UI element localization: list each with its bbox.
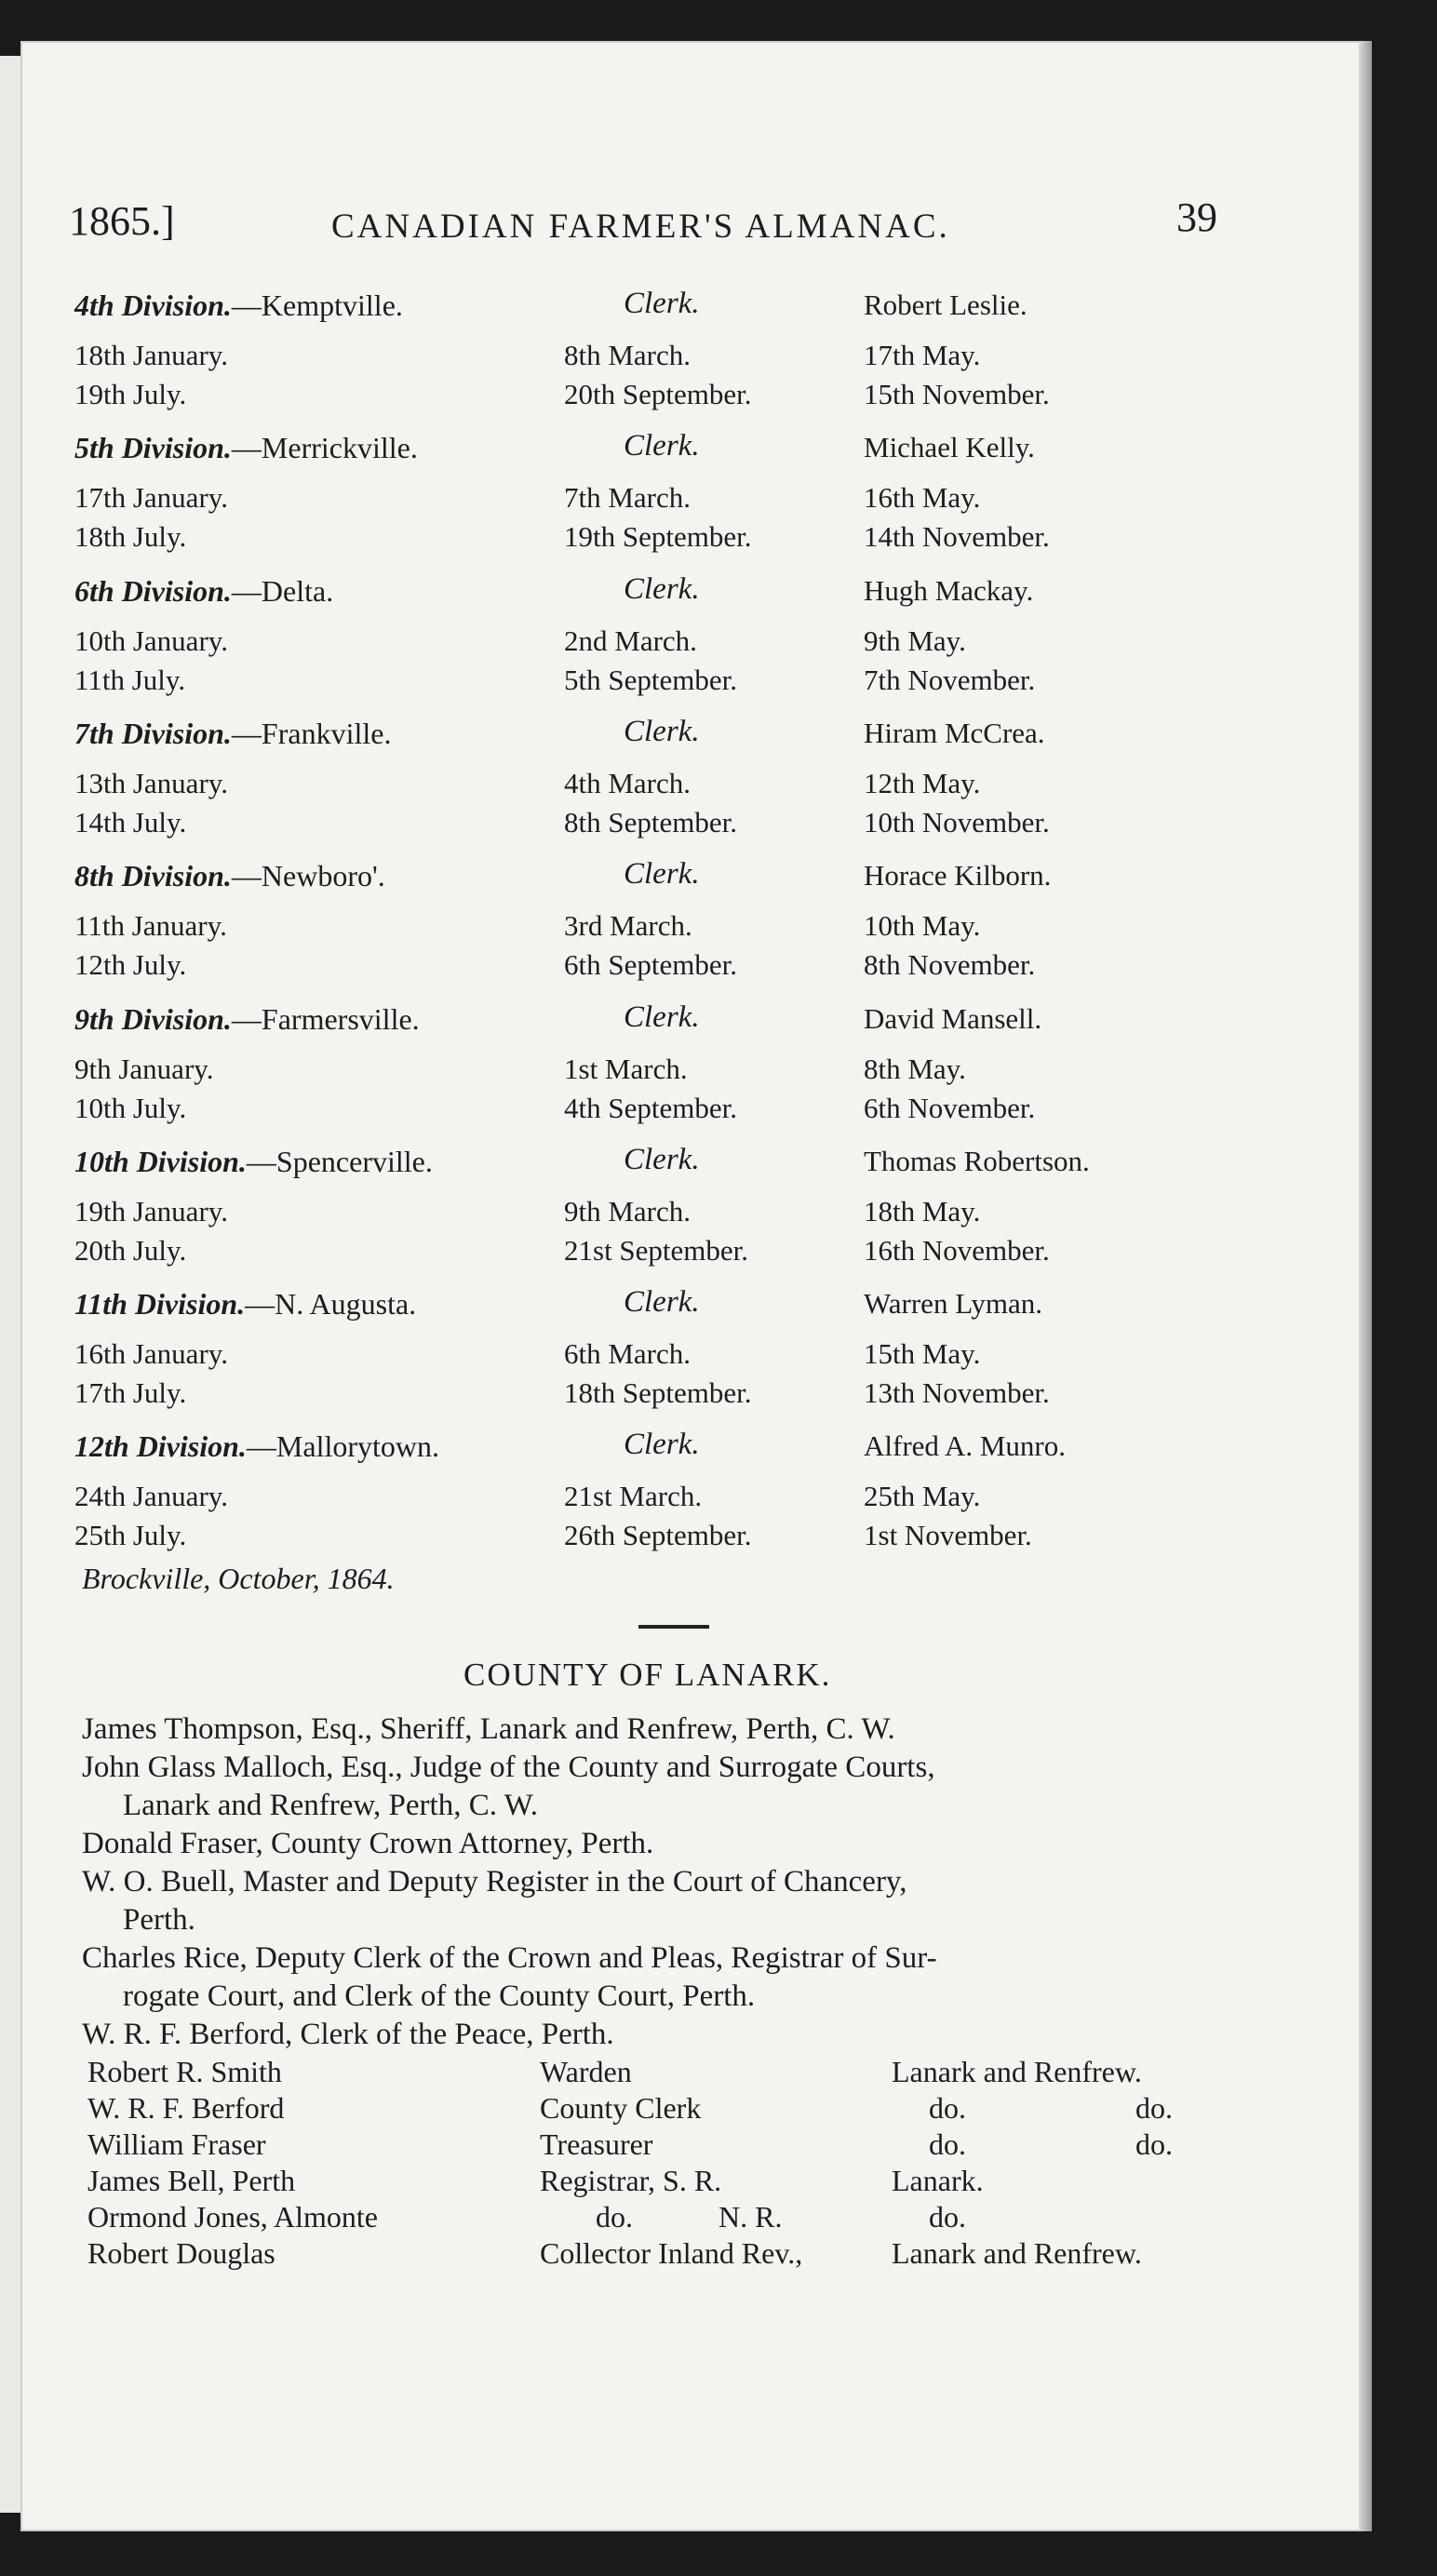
officer-office-detail: N. R. xyxy=(718,2200,783,2234)
court-date-second: 6th March. xyxy=(564,1337,692,1370)
court-date-first: 17th January. xyxy=(74,481,229,514)
officer-office: do. xyxy=(596,2200,633,2234)
court-date-third: 15th November. xyxy=(864,378,1050,410)
court-date-second: 18th September. xyxy=(564,1376,752,1409)
court-date-third: 10th November. xyxy=(864,806,1050,839)
officer-office: Collector Inland Rev., xyxy=(540,2236,803,2270)
court-date-second: 19th September. xyxy=(564,520,752,553)
court-date-first: 12th July. xyxy=(74,948,187,981)
officer-name: Robert R. Smith xyxy=(87,2055,282,2088)
officer-place-second: do. xyxy=(1135,2091,1173,2125)
page-edge-shadow xyxy=(1359,41,1372,2531)
officer-name: James Bell, Perth xyxy=(87,2164,296,2197)
court-date-second: 4th September. xyxy=(564,1092,737,1124)
court-date-first: 11th July. xyxy=(74,664,186,696)
clerk-label: Clerk. xyxy=(624,1143,700,1176)
court-date-third: 9th May. xyxy=(864,624,966,657)
header-title: CANADIAN FARMER'S ALMANAC. xyxy=(331,208,950,246)
court-date-first: 19th July. xyxy=(74,378,187,410)
division-place: —Merrickville. xyxy=(231,431,418,464)
division-heading xyxy=(74,1002,420,1037)
officer-name: William Fraser xyxy=(87,2127,266,2161)
officer-name: Ormond Jones, Almonte xyxy=(87,2200,378,2234)
clerk-name: Horace Kilborn. xyxy=(864,859,1052,892)
clerk-label: Clerk. xyxy=(624,287,700,320)
court-date-third: 13th November. xyxy=(864,1376,1050,1409)
officer-place: Lanark and Renfrew. xyxy=(892,2055,1142,2088)
court-date-second: 21st March. xyxy=(564,1480,703,1512)
division-label: 4th Division. xyxy=(74,288,232,322)
court-date-third: 18th May. xyxy=(864,1195,981,1228)
court-date-third: 25th May. xyxy=(864,1480,981,1512)
court-date-second: 3rd March. xyxy=(564,909,692,942)
court-date-third: 8th May. xyxy=(864,1053,966,1085)
officer-name: Robert Douglas xyxy=(87,2236,275,2270)
court-date-second: 5th September. xyxy=(564,664,737,696)
court-date-first: 13th January. xyxy=(74,767,229,799)
division-heading xyxy=(74,1287,416,1322)
official-line: Lanark and Renfrew, Perth, C. W. xyxy=(123,1789,538,1822)
division-place: —Delta. xyxy=(231,574,334,608)
clerk-label: Clerk. xyxy=(624,1428,700,1461)
court-date-second: 9th March. xyxy=(564,1195,692,1228)
court-date-third: 16th November. xyxy=(864,1234,1050,1267)
court-date-first: 18th January. xyxy=(74,339,229,371)
division-place: —Newboro'. xyxy=(231,859,385,892)
officer-place: do. xyxy=(929,2200,966,2234)
court-date-first: 20th July. xyxy=(74,1234,187,1267)
clerk-name: Hiram McCrea. xyxy=(864,717,1045,749)
court-date-second: 7th March. xyxy=(564,481,692,514)
clerk-label: Clerk. xyxy=(624,1285,700,1319)
official-line: James Thompson, Esq., Sheriff, Lanark and Renfrew, Perth, C. W. xyxy=(82,1712,895,1746)
officer-office: Warden xyxy=(540,2055,632,2088)
division-place: —Kemptville. xyxy=(231,288,403,322)
court-date-first: 24th January. xyxy=(74,1480,229,1512)
court-date-third: 10th May. xyxy=(864,909,981,942)
division-label: 7th Division. xyxy=(74,717,232,750)
division-place: —Frankville. xyxy=(231,717,392,750)
officer-place: Lanark. xyxy=(892,2164,984,2197)
court-date-second: 6th September. xyxy=(564,948,737,981)
county-title: COUNTY OF LANARK. xyxy=(463,1657,832,1693)
division-place: —Spencerville. xyxy=(246,1145,433,1178)
officer-place-second: do. xyxy=(1135,2127,1173,2161)
court-date-third: 14th November. xyxy=(864,520,1050,553)
division-heading xyxy=(74,288,403,323)
division-label: 9th Division. xyxy=(74,1002,232,1036)
dateline: Brockville, October, 1864. xyxy=(82,1562,395,1595)
official-line: Donald Fraser, County Crown Attorney, Perth. xyxy=(82,1827,654,1860)
division-place: —Mallorytown. xyxy=(246,1429,440,1463)
court-date-third: 1st November. xyxy=(864,1519,1032,1551)
clerk-name: Robert Leslie. xyxy=(864,288,1027,321)
officer-place: Lanark and Renfrew. xyxy=(892,2236,1142,2270)
division-heading xyxy=(74,431,418,465)
court-date-third: 8th November. xyxy=(864,948,1036,981)
court-date-second: 1st March. xyxy=(564,1053,688,1085)
division-label: 10th Division. xyxy=(74,1145,247,1178)
clerk-label: Clerk. xyxy=(624,857,700,891)
clerk-name: Hugh Mackay. xyxy=(864,574,1034,607)
clerk-name: David Mansell. xyxy=(864,1002,1042,1035)
division-label: 11th Division. xyxy=(74,1287,246,1321)
court-date-third: 15th May. xyxy=(864,1337,981,1370)
official-line: John Glass Malloch, Esq., Judge of the County and Surrogate Courts, xyxy=(82,1751,935,1784)
court-date-second: 21st September. xyxy=(564,1234,749,1267)
officer-place: do. xyxy=(929,2091,966,2125)
court-date-first: 16th January. xyxy=(74,1337,229,1370)
court-date-second: 8th March. xyxy=(564,339,692,371)
official-line: W. O. Buell, Master and Deputy Register in the Court of Chancery, xyxy=(82,1865,907,1898)
officer-name: W. R. F. Berford xyxy=(87,2091,285,2125)
official-line: W. R. F. Berford, Clerk of the Peace, Perth. xyxy=(82,2018,614,2051)
clerk-label: Clerk. xyxy=(624,429,700,463)
court-date-second: 4th March. xyxy=(564,767,692,799)
official-line: Charles Rice, Deputy Clerk of the Crown and Pleas, Registrar of Sur- xyxy=(82,1941,937,1975)
court-date-first: 19th January. xyxy=(74,1195,229,1228)
court-date-second: 2nd March. xyxy=(564,624,697,657)
court-date-first: 9th January. xyxy=(74,1053,214,1085)
clerk-name: Michael Kelly. xyxy=(864,431,1035,463)
court-date-first: 10th January. xyxy=(74,624,229,657)
division-label: 8th Division. xyxy=(74,859,232,892)
division-place: —Farmersville. xyxy=(231,1002,420,1036)
court-date-first: 10th July. xyxy=(74,1092,187,1124)
court-date-first: 18th July. xyxy=(74,520,187,553)
division-heading xyxy=(74,1429,439,1464)
clerk-name: Thomas Robertson. xyxy=(864,1145,1090,1177)
officer-place: do. xyxy=(929,2127,966,2161)
clerk-name: Alfred A. Munro. xyxy=(864,1429,1066,1462)
officer-office: Registrar, S. R. xyxy=(540,2164,722,2197)
court-date-first: 11th January. xyxy=(74,909,227,942)
clerk-label: Clerk. xyxy=(624,1000,700,1034)
division-heading xyxy=(74,859,385,893)
official-line: rogate Court, and Clerk of the County Court, Perth. xyxy=(123,1979,756,2013)
division-label: 6th Division. xyxy=(74,574,232,608)
court-date-second: 26th September. xyxy=(564,1519,752,1551)
court-date-second: 20th September. xyxy=(564,378,752,410)
division-place: —N. Augusta. xyxy=(245,1287,417,1321)
court-date-first: 14th July. xyxy=(74,806,187,839)
clerk-name: Warren Lyman. xyxy=(864,1287,1043,1320)
court-date-second: 8th September. xyxy=(564,806,737,839)
division-label: 12th Division. xyxy=(74,1429,247,1463)
officer-office: Treasurer xyxy=(540,2127,653,2161)
division-heading xyxy=(74,574,333,609)
section-divider xyxy=(638,1625,709,1629)
court-date-first: 25th July. xyxy=(74,1519,187,1551)
court-date-third: 16th May. xyxy=(864,481,981,514)
official-line: Perth. xyxy=(123,1903,195,1937)
division-heading xyxy=(74,1145,433,1179)
court-date-third: 17th May. xyxy=(864,339,981,371)
court-date-first: 17th July. xyxy=(74,1376,187,1409)
officer-office: County Clerk xyxy=(540,2091,702,2125)
page-number: 39 xyxy=(1176,195,1217,240)
division-label: 5th Division. xyxy=(74,431,232,464)
court-date-third: 12th May. xyxy=(864,767,981,799)
clerk-label: Clerk. xyxy=(624,572,700,606)
court-date-third: 7th November. xyxy=(864,664,1036,696)
clerk-label: Clerk. xyxy=(624,715,700,748)
court-date-third: 6th November. xyxy=(864,1092,1036,1124)
division-heading xyxy=(74,717,391,751)
header-year: 1865.] xyxy=(69,198,175,244)
